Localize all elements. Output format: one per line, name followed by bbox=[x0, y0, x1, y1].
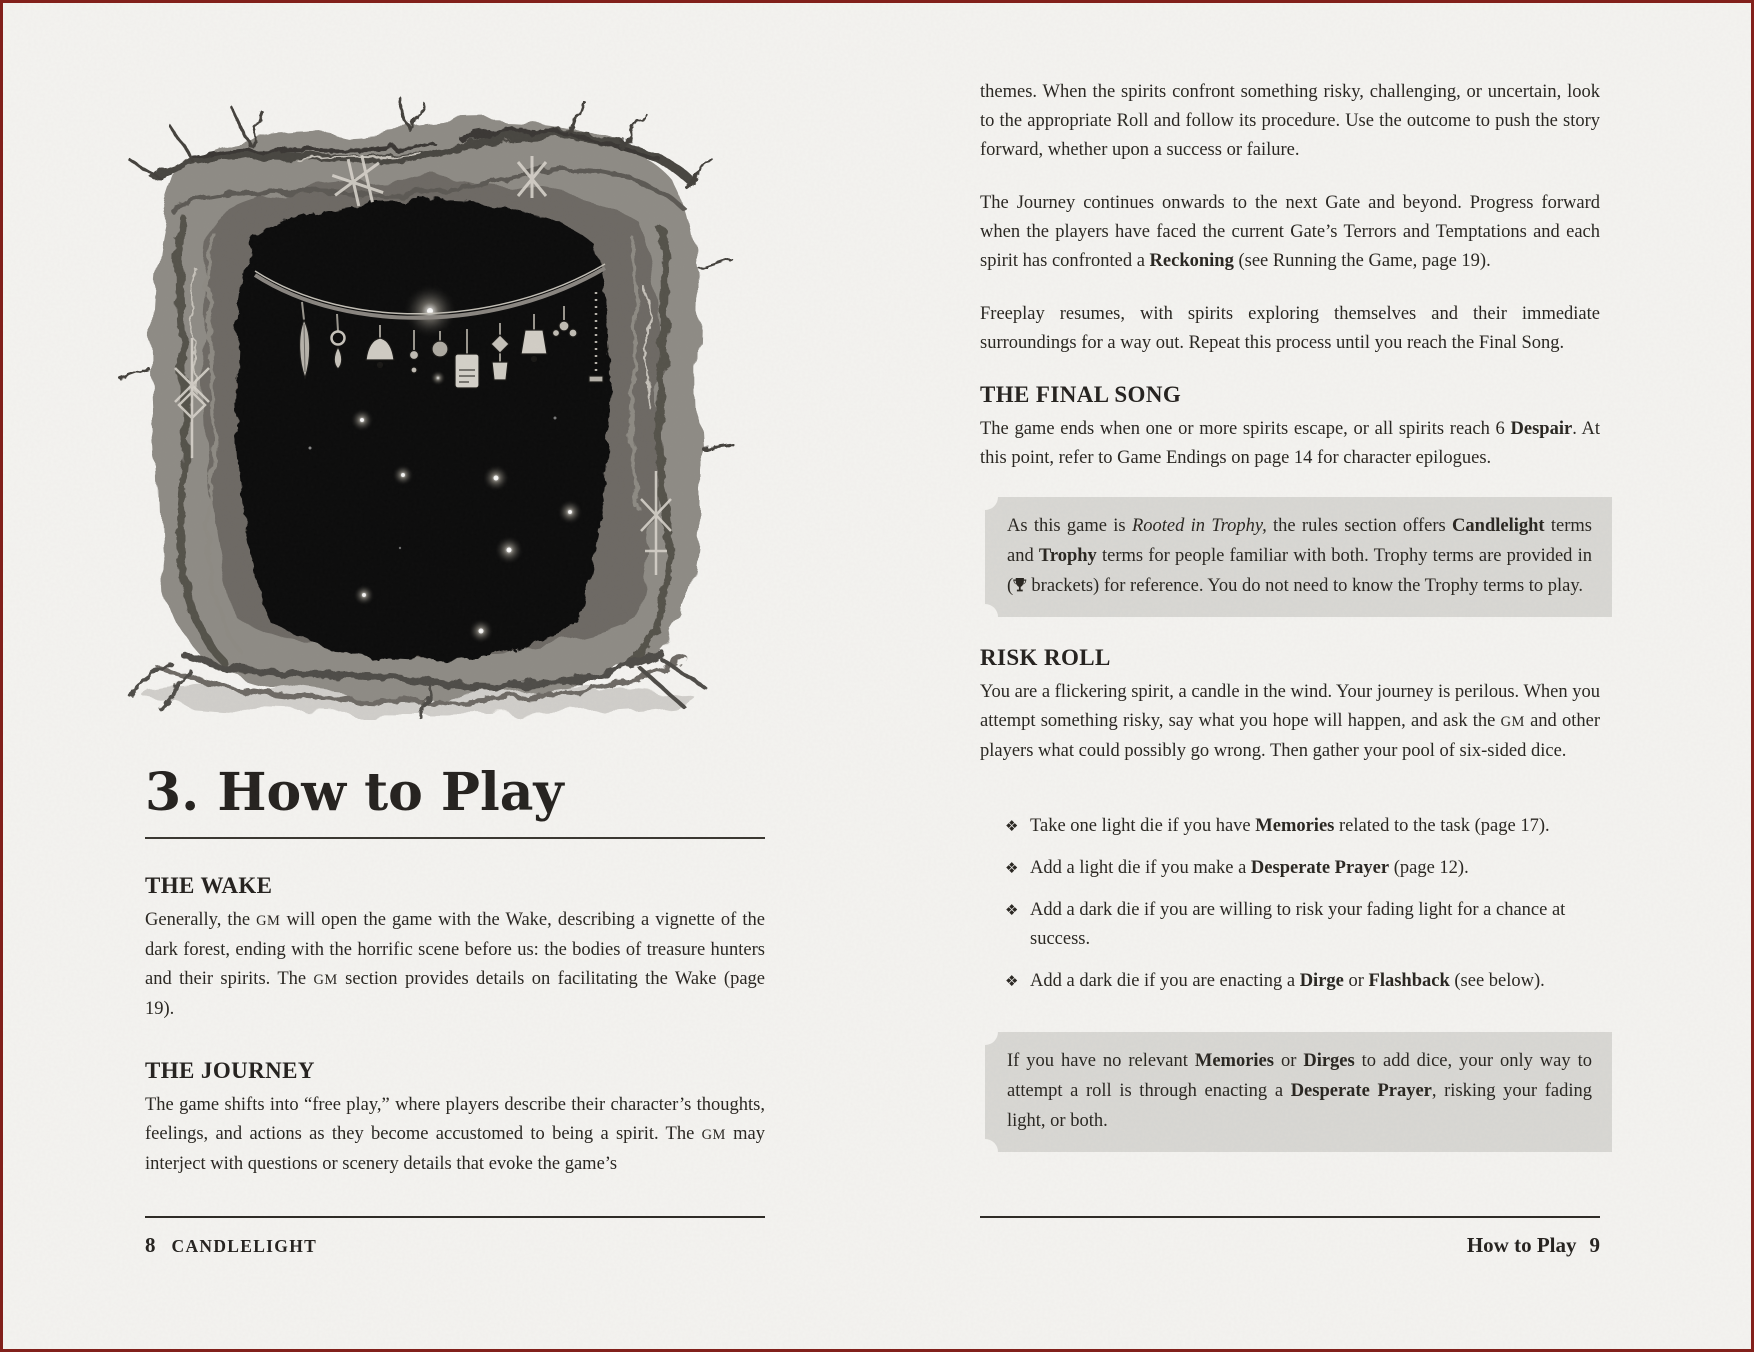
body-paragraph: You are a flickering spirit, a candle in the wind. Your journey is perilous. When you attempt something risky, say what you hope will happen, and ask the GM and other players what could possibly go wrong. Then gather your pool of six-sided dice. bbox=[980, 682, 1600, 761]
list-item bbox=[1005, 854, 1600, 883]
no-dice-note-callout bbox=[985, 1032, 1612, 1152]
footer-section-title: How to Play bbox=[1466, 1233, 1577, 1257]
section-heading-final-song: THE FINAL SONG bbox=[980, 382, 1182, 407]
section-the-journey bbox=[145, 1058, 765, 1179]
left-page-footer bbox=[145, 1216, 765, 1326]
list-item-text: Add a dark die if you are enacting a Dirge or Flashback (see below). bbox=[1030, 971, 1545, 991]
left-page-body bbox=[145, 762, 766, 1203]
page-number: 8 bbox=[145, 1233, 156, 1257]
page-number: 9 bbox=[1589, 1233, 1600, 1257]
list-item-text: Add a dark die if you are willing to risk your fading light for a chance at success. bbox=[1030, 900, 1566, 949]
body-paragraph: The Journey continues onwards to the next Gate and beyond. Progress forward when the players have faced the current Gate’s Terrors and Temptations and each spirit has confronted a Reckoning (see Running the Game, page 19). bbox=[980, 193, 1600, 271]
right-page-body bbox=[980, 78, 1600, 1180]
diamond-bullet-icon: ❖ bbox=[1005, 972, 1019, 990]
section-the-wake bbox=[145, 873, 765, 1024]
section-heading-the-journey: THE JOURNEY bbox=[145, 1057, 315, 1083]
diamond-bullet-icon: ❖ bbox=[1005, 901, 1019, 919]
left-page bbox=[145, 0, 765, 1352]
trophy-note-callout bbox=[985, 497, 1612, 617]
list-item-text: Take one light die if you have Memories related to the task (page 17). bbox=[1030, 816, 1550, 836]
callout-text: As this game is Rooted in Trophy, the rules section offers Candlelight terms and Trophy terms for people familiar with both. Trophy terms are provided in ( brackets) for reference. You do not need to know the Trophy terms to play. bbox=[1007, 516, 1592, 596]
portal-illustration bbox=[100, 68, 740, 720]
list-item bbox=[1005, 812, 1600, 841]
diamond-bullet-icon: ❖ bbox=[1005, 817, 1019, 835]
body-paragraph: Freeplay resumes, with spirits exploring themselves and their immediate surroundings for a way out. Repeat this process until you reach the Final Song. bbox=[980, 304, 1600, 353]
body-paragraph: themes. When the spirits confront something risky, challenging, or uncertain, look to the appropriate Roll and follow its procedure. Use the outcome to push the story forward, whether upon a success or failure. bbox=[980, 82, 1600, 160]
list-item-text: Add a light die if you make a Desperate Prayer (page 12). bbox=[1030, 858, 1469, 878]
trophy-icon bbox=[1013, 576, 1027, 596]
right-page bbox=[980, 0, 1600, 1352]
book-title: CANDLELIGHT bbox=[171, 1236, 318, 1256]
body-paragraph: The game ends when one or more spirits escape, or all spirits reach 6 Despair. At this point, refer to Game Endings on page 14 for character epilogues. bbox=[980, 419, 1601, 468]
body-paragraph: Generally, the GM will open the game with the Wake, describing a vignette of the dark forest, ending with the horrific scene before us: the bodies of treasure hunters and their spirits. The GM section provides details on facilitating the Wake (page 19). bbox=[145, 909, 766, 1019]
body-paragraph: The game shifts into “free play,” where players describe their character’s thoughts, feelings, and actions as they become accustomed to being a spirit. The GM may interject with questions or scenery details that evoke the game’s bbox=[145, 1094, 765, 1174]
chapter-title-rule bbox=[145, 837, 765, 839]
dice-pool-list bbox=[980, 812, 1600, 996]
callout-text: If you have no relevant Memories or Dirges to add dice, your only way to attempt a roll is through enacting a Desperate Prayer, risking your fading light, or both. bbox=[1007, 1051, 1593, 1131]
chapter-title: 3. How to Play bbox=[145, 762, 564, 823]
right-page-footer bbox=[980, 1216, 1600, 1326]
list-item bbox=[1005, 967, 1600, 996]
diamond-bullet-icon: ❖ bbox=[1005, 859, 1019, 877]
list-item bbox=[1005, 896, 1600, 954]
section-heading-risk-roll: RISK ROLL bbox=[980, 645, 1111, 670]
section-heading-the-wake: THE WAKE bbox=[145, 872, 273, 898]
